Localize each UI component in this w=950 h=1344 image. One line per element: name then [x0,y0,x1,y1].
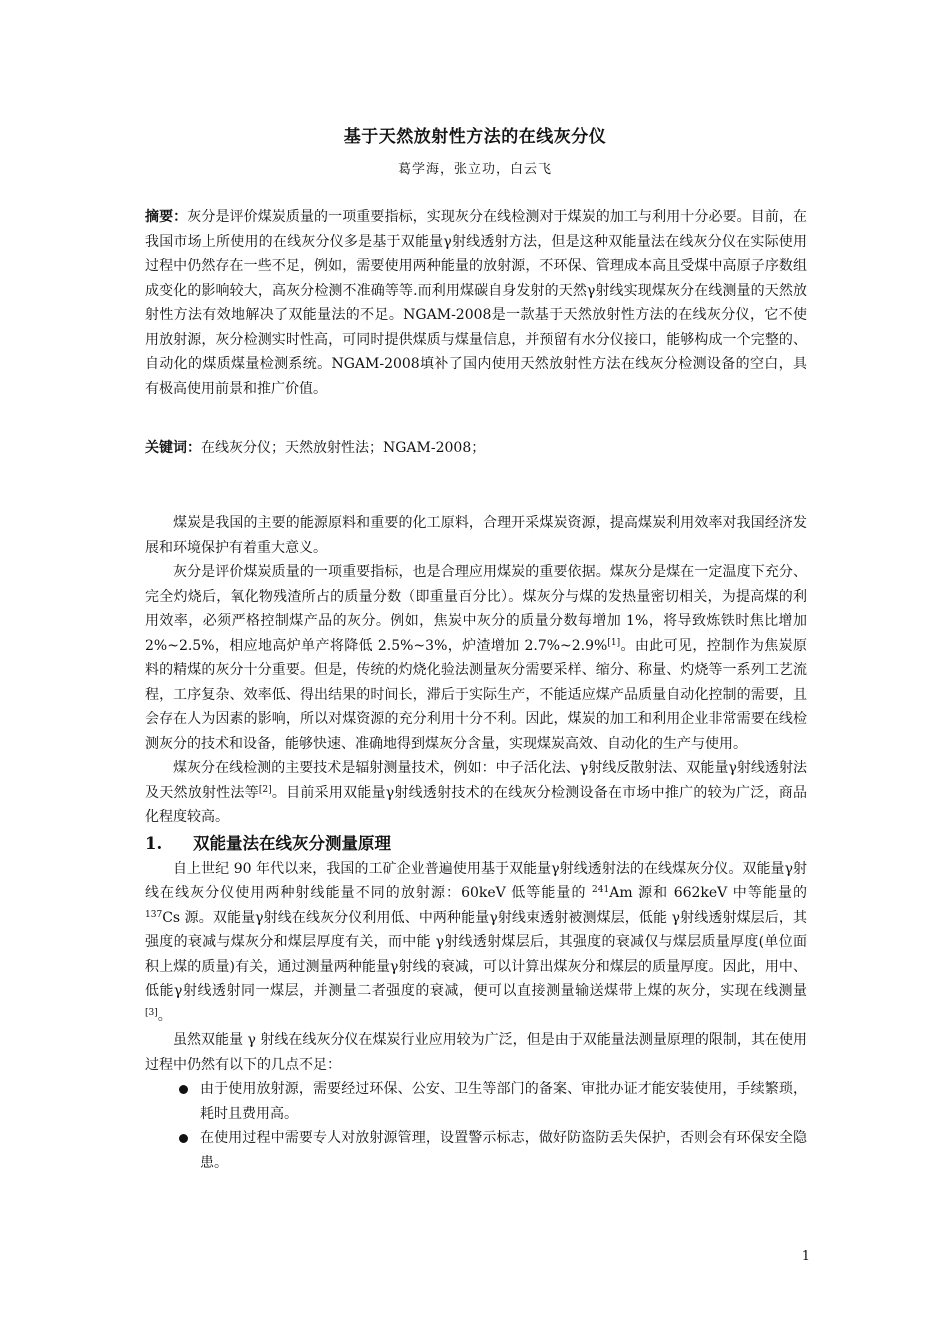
abstract-text: 灰分是评价煤炭质量的一项重要指标，实现灰分在线检测对于煤炭的加工与利用十分必要。目前，在我国市场上所使用的在线灰分仪多是基于双能量γ射线透射方法，但是这种双能量法在线灰分仪在实际使用过程中仍然存在一些不足，例如，需要使用两种能量的放射源，不环保、管理成本高且受煤中高原子序数组成变化的影响较大，高灰分检测不准确等等.而利用煤碳自身发射的天然γ射线实现煤灰分在线测量的天然放射性方法有效地解决了双能量法的不足。NGAM-2008是一款基于天然放射性方法的在线灰分仪，它不使用放射源，灰分检测实时性高，可同时提供煤质与煤量信息，并预留有水分仪接口，能够构成一个完整的、自动化的煤质煤量检测系统。NGAM-2008填补了国内使用天然放射性方法在线灰分检测设备的空白，具有极高使用前景和推广价值。 [145,209,808,397]
keywords-label: 关键词： [145,440,201,456]
citation-ref: [3] [145,1007,158,1018]
bullet-list [145,1077,807,1175]
isotope-mass-number: 241 [592,885,610,895]
list-item: 在使用过程中需要专人对放射源管理，设置警示标志，做好防盗防丢失保护，否则会有环保安全隐患。 [145,1126,807,1175]
paper-authors: 葛学海，张立功，白云飞 [397,162,552,177]
bullet-icon [179,1085,188,1094]
section-number: 1. [145,833,163,853]
list-item: 由于使用放射源，需要经过环保、公安、卫生等部门的备案、审批办证才能安装使用，手续繁琐，耗时且费用高。 [145,1077,807,1126]
keywords-text: 在线灰分仪；天然放射性法；NGAM-2008； [201,440,486,456]
citation-ref: [2] [258,784,272,795]
intro-paragraph-3: 煤灰分在线检测的主要技术是辐射测量技术，例如：中子活化法、γ射线反散射法、双能量γ射线透射法及天然放射性法等[2]。目前采用双能量γ射线透射技术的在线灰分检测设备在市场中推广的较为广泛，商品化程度较高。 [145,760,808,825]
section-title: 双能量法在线灰分测量原理 [193,833,391,853]
section-paragraph-2: 虽然双能量 γ 射线在线灰分仪在煤炭行业应用较为广泛，但是由于双能量法测量原理的限制，其在使用过程中仍然有以下的几点不足： [145,1032,807,1073]
isotope-mass-number: 137 [145,909,163,920]
section-heading [145,831,807,857]
intro-paragraph-2: 灰分是评价煤炭质量的一项重要指标，也是合理应用煤炭的重要依据。煤灰分是煤在一定温度下充分、完全灼烧后，氧化物残渣所占的质量分数（即重量百分比）。煤灰分与煤的发热量密切相关，为提高煤的利用效率，必须严格控制煤产品的灰分。例如，焦炭中灰分的质量分数每增加 1%，将导致炼铁时焦比增加 2%~2.5%，相应地高炉单产将降低 2.5%~3%，炉渣增加 2.7%~2.9%[1]。由此可见，控制作为焦炭原料的精煤的灰分十分重要。但是，传统的灼烧化验法测量灰分需要采样、缩分、称量、灼烧等一系列工艺流程，工序复杂、效率低、得出结果的时间长，滞后于实际生产，不能适应煤产品质量自动化控制的需要，且会存在人为因素的影响，所以对煤资源的充分利用十分不利。因此，煤炭的加工和利用企业非常需要在线检测灰分的技术和设备，能够快速、准确地得到煤灰分含量，实现煤炭高效、自动化的生产与使用。 [145,564,808,752]
paper-title: 基于天然放射性方法的在线灰分仪 [343,127,607,147]
keywords [145,436,807,461]
body-text [145,511,807,1175]
abstract [145,205,807,401]
intro-paragraph-1: 煤炭是我国的主要的能源原料和重要的化工原料，合理开采煤炭资源，提高煤炭利用效率对我国经济发展和环境保护有着重大意义。 [145,515,807,556]
bullet-icon [179,1134,188,1143]
citation-ref: [1] [607,637,621,648]
page-number: 1 [801,1249,810,1264]
section-paragraph-1: 自上世纪 90 年代以来，我国的工矿企业普遍使用基于双能量γ射线透射法的在线煤灰分仪。双能量γ射线在线灰分仪使用两种射线能量不同的放射源：60keV 低等能量的 $^{241}$Am 源和 662keV 中等能量的 $^{137}$Cs 源。双能量γ射线在线灰分仪利用低、中两种能量γ射线束透射被测煤层，低能 γ射线透射煤层后，其强度的衰减与煤灰分和煤层厚度有关，而中能 γ射线透射煤层后，其强度的衰减仅与煤层质量厚度(单位面积上煤的质量)有关，通过测量两种能量γ射线的衰减，可以计算出煤灰分和煤层的质量厚度。因此，用中、低能γ射线透射同一煤层，并测量二者强度的衰减，便可以直接测量输送煤带上煤的灰分，实现在线测量[3]。 [145,860,807,1024]
abstract-label: 摘要： [145,209,188,225]
